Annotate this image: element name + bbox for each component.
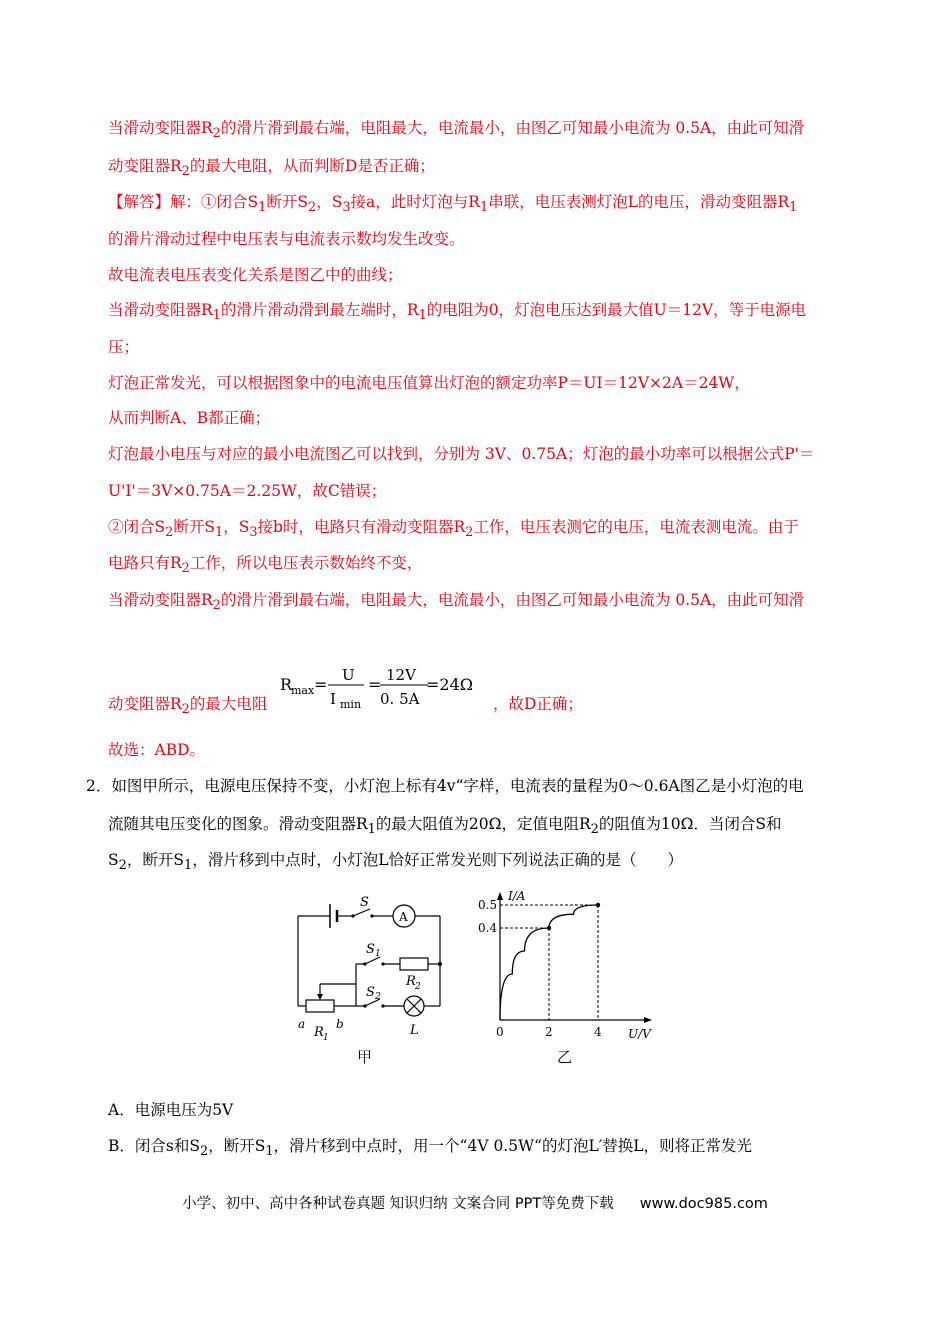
formula-max: max	[291, 684, 315, 697]
answer-line-1: 【解答】解：①闭合$S_1$断开$S_2$，$S_3$接a，此时灯泡与$R_1$串联，电压表测灯泡L的电压，滑动变阻器$R_1$	[108, 193, 798, 216]
label-l: L	[410, 1023, 419, 1038]
footer-text: 小学、初中、高中各种试卷真题 知识归纳 文案合同 PPT等免费下载	[182, 1196, 614, 1212]
label-r2: R	[406, 974, 416, 989]
formula-result: =24Ω	[426, 675, 474, 694]
answer-line-4: 当滑动变阻器$R_1$的滑片滑动滑到最左端时，$R_1$的电阻为0，灯泡电压达到最大值U＝12V，等于电源电	[108, 301, 807, 324]
label-s: S	[360, 895, 369, 910]
choice-line: 故选：ABD。	[108, 741, 206, 759]
answer-line-12: 当滑动变阻器$R_2$的滑片滑到最右端，电阻最大，电流最小，由图乙可知最小电流为 0.5A，由此可知滑	[108, 591, 805, 614]
x-tick-label-0: 0	[496, 1025, 504, 1039]
data-point-0	[547, 926, 551, 930]
resistor-r2	[400, 958, 428, 970]
fig-label-yi: 乙	[557, 1048, 573, 1066]
analysis-line-2: 动变阻器$R_2$的最大电阻，从而判断D是否正确；	[108, 157, 435, 180]
switch-s	[353, 909, 370, 916]
resistor-r1	[306, 1000, 334, 1012]
x-tick-label-1: 2	[545, 1025, 553, 1039]
answer-line-5: 压；	[108, 338, 140, 356]
iu-chart	[470, 884, 660, 1044]
answer-line-2: 的滑片滑动过程中电压表与电流表示数均发生改变。	[108, 230, 465, 248]
answer-line-8: 灯泡最小电压与对应的最小电流图乙可以找到，分别为 3V、0.75A；灯泡的最小功率可以根据公式P'＝	[108, 445, 815, 463]
answer-tag: 【解答】	[108, 193, 171, 211]
formula-rmax	[280, 660, 480, 710]
q2-line-1: 2．如图甲所示，电源电压保持不变，小灯泡上标有4v“字样，电流表的量程为0～0.6A图乙是小灯泡的电	[86, 777, 804, 795]
circuit-diagram	[290, 890, 460, 1050]
answer-line-11: 电路只有$R_2$工作，所以电压表示数始终不变，	[108, 554, 423, 577]
label-a: A	[399, 910, 408, 924]
q2-number: 2．	[86, 777, 112, 795]
footer-url: www.doc985.com	[639, 1196, 768, 1212]
q2-line-2: 流随其电压变化的图象。滑动变阻器$R_1$的最大阻值为20Ω，定值电阻$R_2$的阻值为10Ω．当闭合S和	[108, 815, 782, 838]
y-tick-label-1: 0.5	[478, 898, 498, 912]
svg-text:2: 2	[375, 992, 381, 1002]
answer-line-9: U'I'＝3V×0.75A＝2.25W，故C错误；	[108, 482, 387, 500]
answer-line-13-tail: ，故D正确；	[493, 695, 583, 713]
analysis-line-1: 当滑动变阻器$R_2$的滑片滑到最右端，电阻最大，电流最小，由图乙可知最小电流为 0.5A，由此可知滑	[108, 119, 805, 142]
series-curve	[500, 905, 598, 1020]
answer-line-6: 灯泡正常发光，可以根据图象中的电流电压值算出灯泡的额定功率P＝UI＝12V×2A＝24W，	[108, 374, 750, 392]
label-r1: R	[314, 1025, 324, 1040]
label-s1: S	[366, 942, 375, 957]
svg-text:2: 2	[415, 982, 421, 992]
svg-text:1: 1	[323, 1033, 329, 1043]
label-b-end: b	[336, 1017, 344, 1031]
formula-i: I	[330, 690, 336, 708]
footer	[0, 1192, 950, 1213]
answer-line-10: ②闭合$S_2$断开$S_1$，$S_3$接b时，电路只有滑动变阻器$R_2$工作，电压表测它的电压，电流表测电流。由于	[108, 518, 799, 541]
formula-05a: 0. 5A	[380, 690, 420, 708]
formula-12v: 12V	[386, 666, 416, 684]
formula-u: U	[342, 666, 355, 684]
option-b: B．闭合s和$S_2$，断开$S_1$，滑片移到中点时，用一个“4V 0.5W“的灯泡L′替换L，则将正常发光	[108, 1137, 753, 1160]
answer-line-13: 动变阻器$R_2$的最大电阻	[108, 695, 268, 718]
option-a: A．电源电压为5V	[108, 1101, 234, 1119]
q2-line-3: $S_2$，断开$S_1$，滑片移到中点时，小灯泡L恰好正常发光则下列说法正确的是（ ）	[108, 851, 683, 874]
fig-label-jia: 甲	[357, 1048, 373, 1066]
answer-line-3: 故电流表电压表变化关系是图乙中的曲线；	[108, 266, 403, 284]
formula-eq: =	[314, 675, 328, 694]
x-axis-label: U/V	[628, 1027, 651, 1041]
x-tick-label-2: 4	[594, 1025, 602, 1039]
label-a-end: a	[298, 1017, 306, 1031]
svg-text:1: 1	[375, 949, 381, 959]
data-point-1	[596, 903, 600, 907]
formula-eq2: =	[368, 675, 382, 694]
y-axis-label: I/A	[508, 889, 526, 903]
y-tick-label-0: 0.4	[478, 921, 498, 935]
formula-min: min	[340, 698, 362, 710]
label-s2: S	[366, 985, 375, 1000]
answer-line-7: 从而判断A、B都正确；	[108, 409, 271, 427]
formula-r: R	[280, 675, 293, 694]
